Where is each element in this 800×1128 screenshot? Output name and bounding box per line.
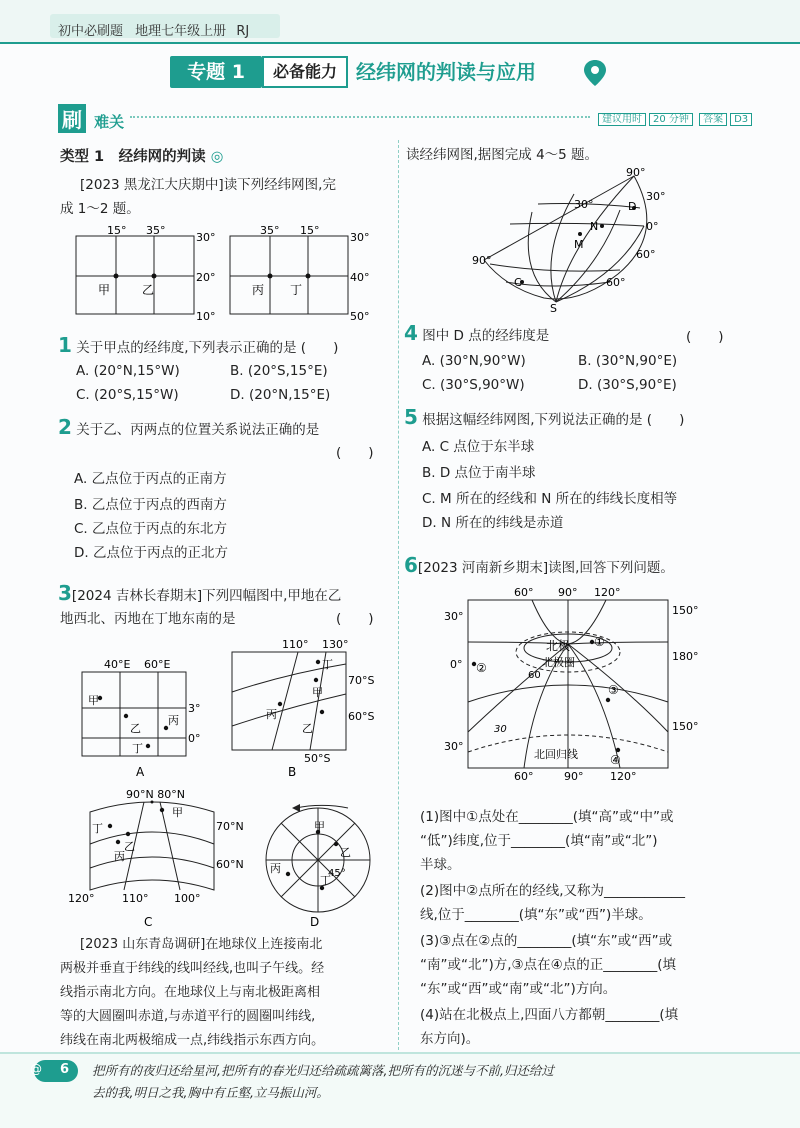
page-number: 6 (60, 1062, 70, 1077)
grid-right-lat-bot: 50° (350, 310, 370, 323)
q1-intro-line1 (80, 174, 336, 196)
map-c-lat2: 60°N (216, 858, 244, 871)
q5-stem-row (404, 406, 684, 431)
map-b-lat3: 50°S (304, 752, 331, 765)
polar-map-figure (440, 582, 710, 792)
grid-left-figure (62, 222, 222, 324)
polar-top-120: 120° (594, 586, 621, 599)
topic-number: 专题 1 (170, 56, 262, 88)
banner-title: 经纬网的判读与应用 (356, 60, 536, 84)
map-a-figure (62, 652, 212, 780)
suggest-time: 20 分钟 (649, 113, 693, 126)
q4-stem: 图中 D 点的经纬度是 (422, 328, 550, 344)
map-a-point-bing: 丙 (168, 714, 179, 727)
edition-label: RJ (236, 24, 250, 39)
grid-right-lon1: 35° (260, 224, 280, 237)
level-sub: 难关 (94, 113, 125, 131)
hemi-label-90-top: 90° (626, 166, 646, 179)
map-c-point-jia: 甲 (172, 806, 183, 819)
reading-line2: 两极并垂直于纬线的线叫经线,也叫子午线。经 (60, 961, 325, 976)
q1-intro-text-b: 成 1～2 题。 (60, 201, 140, 217)
polar-right-180: 180° (672, 650, 699, 663)
q1-number: 1 (58, 333, 72, 357)
hemi-label-90-left: 90° (472, 254, 492, 267)
q2-answer-paren[interactable]: ( ) (336, 445, 374, 461)
q3-number: 3 (58, 581, 72, 605)
grid-right-lat-mid: 40° (350, 271, 370, 284)
reading-line4: 等的大圆圈叫赤道,与赤道平行的圆圈叫纬线, (60, 1009, 316, 1024)
snail-icon: @ (30, 1062, 42, 1076)
q6-sub4-line2: 东方向)。 (420, 1031, 480, 1047)
q1-stem-row (58, 334, 338, 359)
q2-option-d[interactable]: D. 乙点位于丙点的正北方 (74, 545, 228, 561)
answer-label: 答案 (699, 113, 727, 126)
q4-option-b[interactable]: B. (30°N,90°E) (578, 353, 678, 369)
q1-option-d[interactable]: D. (20°N,15°E) (230, 387, 331, 403)
grid-left-lon1: 15° (107, 224, 127, 237)
polar-right-150: 150° (672, 604, 699, 617)
polar-tropic-label: 北回归线 (534, 748, 578, 761)
q1-intro-text-a: 读下列经纬网图,完 (223, 177, 336, 193)
polar-circle-label: 北极圈 (542, 656, 575, 669)
map-c-point-ding: 丁 (92, 822, 103, 835)
q3-answer-paren[interactable]: ( ) (336, 611, 374, 627)
map-c-lon2: 110° (122, 892, 149, 905)
level-main: 刷 (58, 104, 86, 133)
grid-left-point-yi: 乙 (142, 283, 155, 297)
polar-bottom-120: 120° (610, 770, 637, 783)
answer-page: D3 (730, 113, 752, 126)
q5-option-d[interactable]: D. N 所在的纬线是赤道 (422, 515, 564, 531)
map-d-point-yi: 乙 (340, 846, 351, 859)
hemi-point-n: N (590, 220, 599, 233)
column-divider (398, 140, 399, 1050)
map-c-lon3: 100° (174, 892, 201, 905)
polar-left-30b: 30° (444, 740, 464, 753)
q2-stem: 关于乙、丙两点的位置关系说法正确的是 (76, 422, 320, 438)
map-c-caption: C (144, 915, 153, 929)
q6-stem: 读图,回答下列问题。 (548, 560, 674, 576)
grid-left-lat-top: 30° (196, 231, 216, 244)
polar-bottom-90: 90° (564, 770, 584, 783)
polar-top-90: 90° (558, 586, 578, 599)
grid-left-lon2: 35° (146, 224, 166, 237)
reading-line1 (80, 934, 322, 956)
q6-sub1-line2[interactable]: “低”)纬度,位于________(填“南”或“北”) (420, 833, 658, 849)
q4-option-d[interactable]: D. (30°S,90°E) (578, 377, 677, 393)
polar-right-150b: 150° (672, 720, 699, 733)
section-divider (130, 116, 590, 118)
footer-motto-line2: 去的我,明日之我,胸中有丘壑,立马振山河。 (92, 1085, 329, 1100)
map-a-point-jia: 甲 (88, 694, 99, 707)
q4-answer-paren[interactable]: ( ) (686, 329, 724, 345)
grid-right-lon2: 15° (300, 224, 320, 237)
q6-sub2-line2[interactable]: 线,位于________(填“东”或“西”)半球。 (420, 907, 652, 923)
q3-stem-a: 下列四幅图中,甲地在乙 (202, 588, 342, 604)
hemi-label-0: 0° (646, 220, 659, 233)
map-d-caption: D (310, 915, 320, 929)
grid-right-lat-top: 30° (350, 231, 370, 244)
grid-right-point-ding: 丁 (290, 283, 303, 297)
map-b-lat1: 70°S (348, 674, 375, 687)
q2-option-a[interactable]: A. 乙点位于丙点的正南方 (74, 471, 227, 487)
map-b-caption: B (288, 765, 297, 779)
map-b-point-ding: 丁 (322, 658, 333, 671)
q6-sub2-line1[interactable]: (2)图中②点所在的经线,又称为____________ (420, 883, 686, 899)
map-b-lat2: 60°S (348, 710, 375, 723)
reading-source: [2023 山东青岛调研] (80, 937, 206, 952)
topic-banner (170, 56, 630, 90)
polar-point-4: ④ (610, 753, 621, 767)
grid-right-figure (216, 222, 376, 324)
grid-left-lat-mid: 20° (196, 271, 216, 284)
polar-mid-60: 60 (528, 670, 541, 681)
suggest-label: 建议用时 (598, 113, 646, 126)
hemi-label-30-right: 30° (646, 190, 666, 203)
map-d-point-ding: 丁 (320, 874, 331, 887)
polar-point-2: ② (476, 661, 487, 675)
map-a-lon1: 40°E (104, 658, 131, 671)
q6-sub3-line1[interactable]: (3)③点在②点的________(填“东”或“西”或 (420, 933, 673, 949)
q1-source: [2023 黑龙江大庆期中] (80, 177, 224, 193)
map-b-lon1: 110° (282, 638, 309, 651)
q2-stem-row (58, 416, 319, 441)
q4-number: 4 (404, 321, 418, 345)
map-d-degree: 45° (328, 868, 346, 879)
hemi-point-c: C (514, 276, 522, 289)
map-a-point-ding: 丁 (132, 742, 143, 755)
map-a-point-yi: 乙 (130, 722, 141, 735)
reading-line3: 线指示南北方向。在地球仪上与南北极距离相 (60, 985, 321, 1000)
q4-option-a[interactable]: A. (30°N,90°W) (422, 353, 526, 369)
ability-tag: 必备能力 (262, 56, 348, 88)
type1-heading (60, 146, 223, 168)
hemi-point-m: M (574, 238, 584, 251)
difficulty-marker (58, 104, 124, 134)
polar-point-3: ③ (608, 683, 619, 697)
map-c-figure (62, 784, 244, 932)
q5-stem: 根据这幅经纬网图,下列说法正确的是 ( ) (422, 412, 685, 428)
polar-left-0: 0° (450, 658, 463, 671)
map-b-point-bing: 丙 (266, 708, 277, 721)
reading-line5: 纬线在南北两极缩成一点,纬线指示东西方向。 (60, 1033, 325, 1048)
target-icon: ◎ (210, 149, 224, 165)
q1-option-c[interactable]: C. (20°S,15°W) (76, 387, 179, 403)
q6-sub1-line3: 半球。 (420, 857, 461, 873)
map-a-lon2: 60°E (144, 658, 171, 671)
q4-option-c[interactable]: C. (30°S,90°W) (422, 377, 525, 393)
map-pin-icon (582, 58, 608, 88)
q6-sub3-line3: “东”或“西”或“南”或“北”)方向。 (420, 981, 617, 997)
q5-option-a[interactable]: A. C 点位于东半球 (422, 439, 535, 455)
polar-bottom-60: 60° (514, 770, 534, 783)
q5-option-b[interactable]: B. D 点位于南半球 (422, 465, 536, 481)
suggest-box (595, 110, 752, 125)
footer-motto-line1: 把所有的夜归还给星河,把所有的春光归还给疏疏篱落,把所有的沉迷与不前,归还给过 (92, 1063, 554, 1078)
map-a-lat1: 3° (188, 702, 201, 715)
grid-left-point-jia: 甲 (98, 283, 111, 297)
map-c-lat1: 70°N (216, 820, 244, 833)
subject-title: 地理七年级上册 (135, 24, 227, 39)
map-c-lon1: 120° (68, 892, 95, 905)
map-b-lon2: 130° (322, 638, 349, 651)
q6-sub1-line1[interactable]: (1)图中①点处在________(填“高”或“中”或 (420, 809, 674, 825)
q3-source: [2024 吉林长春期末] (71, 588, 203, 604)
book-title: 初中必刷题 (58, 24, 124, 39)
hemi-point-s: S (550, 302, 557, 315)
polar-top-60: 60° (514, 586, 534, 599)
q5-option-c[interactable]: C. M 所在的经线和 N 所在的纬线长度相等 (422, 491, 678, 507)
top-header-bar (0, 0, 800, 44)
hemi-label-60-bottom: 60° (606, 276, 626, 289)
header-text (58, 20, 249, 39)
q6-sub4-line1[interactable]: (4)站在北极点上,四面八方都朝________(填 (420, 1007, 679, 1023)
hemi-label-60-right: 60° (636, 248, 656, 261)
q3-stem-b: 地西北、丙地在丁地东南的是 (60, 611, 236, 627)
q2-option-b[interactable]: B. 乙点位于丙点的西南方 (74, 497, 227, 513)
map-a-caption: A (136, 765, 145, 779)
grid-right-point-bing: 丙 (252, 283, 265, 297)
q2-number: 2 (58, 415, 72, 439)
q6-number: 6 (404, 553, 418, 577)
map-b-point-yi: 乙 (302, 722, 313, 735)
q4-intro: 读经纬网图,据图完成 4～5 题。 (406, 147, 599, 163)
polar-lat-30: 30 (494, 724, 507, 735)
q6-source: [2023 河南新乡期末] (417, 560, 549, 576)
map-b-figure (226, 634, 386, 780)
reading-text1: 在地球仪上连接南北 (205, 937, 323, 952)
hemisphere-figure (470, 164, 680, 314)
page-footer (0, 1052, 800, 1128)
q1-option-b[interactable]: B. (20°S,15°E) (230, 363, 328, 379)
type1-title: 类型 1 经纬网的判读 (60, 149, 206, 165)
hemi-point-d: D (628, 200, 637, 213)
map-c-point-yi: 乙 (124, 840, 135, 853)
map-d-point-bing: 丙 (270, 862, 281, 875)
polar-left-30: 30° (444, 610, 464, 623)
q4-stem-row (404, 322, 549, 347)
q6-sub3-line2[interactable]: “南”或“北”)方,③点在④点的正________(填 (420, 957, 677, 973)
q6-stem-row (404, 554, 674, 579)
map-b-point-jia: 甲 (312, 686, 323, 699)
map-c-point-bing: 丙 (114, 850, 125, 863)
q3-stem-row (58, 582, 341, 607)
polar-point-1: ① (594, 635, 605, 649)
q2-option-c[interactable]: C. 乙点位于丙点的东北方 (74, 521, 228, 537)
polar-pole-label: 北极 (546, 639, 571, 653)
map-a-lat2: 0° (188, 732, 201, 745)
map-d-point-jia: 甲 (314, 820, 325, 833)
q1-option-a[interactable]: A. (20°N,15°W) (76, 363, 180, 379)
map-c-top-labels: 90°N 80°N (126, 788, 185, 801)
hemi-label-30-left: 30° (574, 198, 594, 211)
map-d-figure (252, 796, 382, 930)
q5-number: 5 (404, 405, 418, 429)
grid-left-lat-bot: 10° (196, 310, 216, 323)
q1-stem: 关于甲点的经纬度,下列表示正确的是 ( ) (76, 340, 339, 356)
